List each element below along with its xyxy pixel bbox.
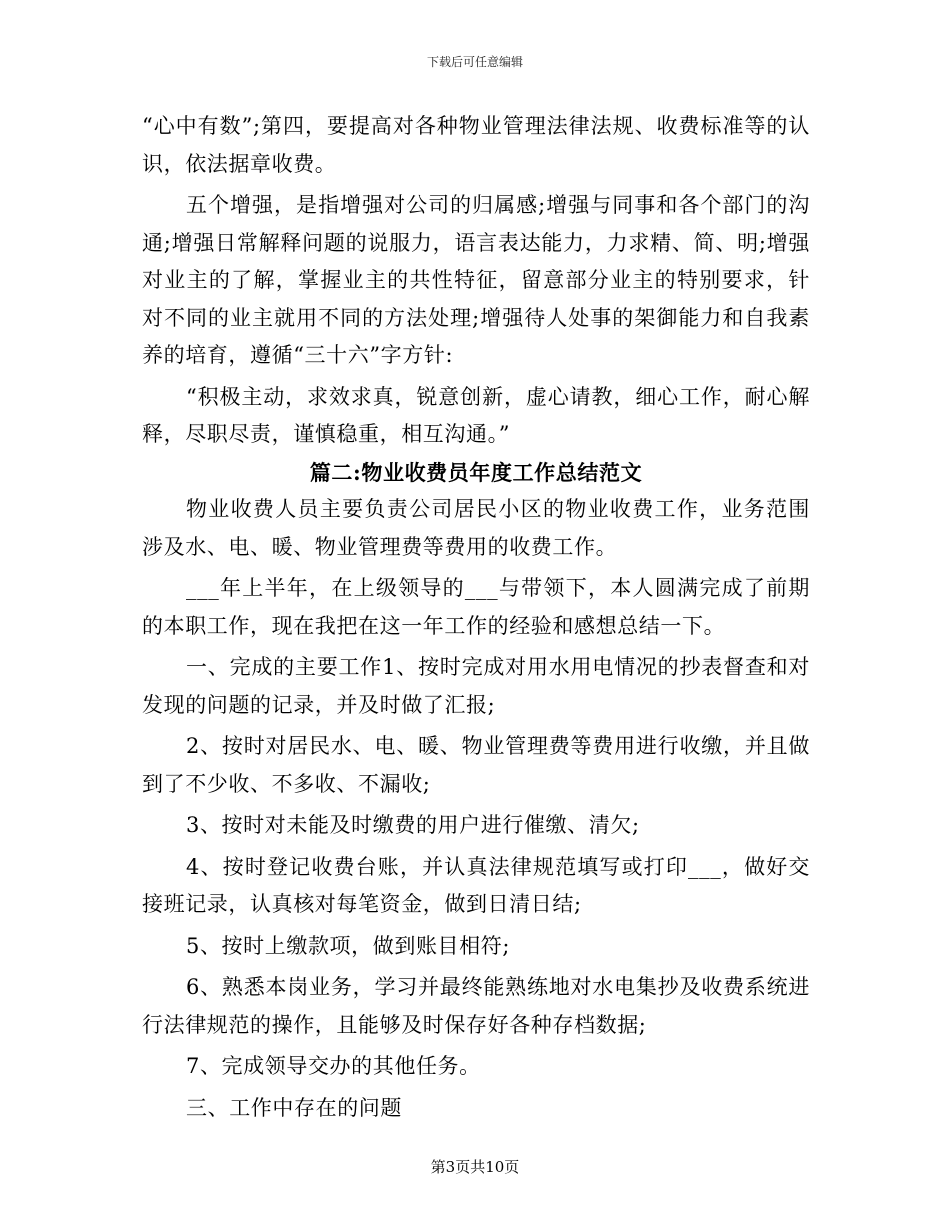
paragraph-8: 3、按时对未能及时缴费的用户进行催缴、清欠; — [186, 813, 640, 837]
section-heading: 篇二:物业收费员年度工作总结范文 — [309, 459, 643, 485]
paragraph-3: “积极主动，求效求真，锐意创新，虚心请教，细心工作，耐心解释，尽职尽责，谨慎稳重，相互沟通。” — [142, 384, 810, 446]
document-body — [142, 108, 810, 1127]
paragraph-9: 4、按时登记收费台账，并认真法律规范填写或打印___，做好交接班记录，认真核对每笔资金，做到日清日结; — [142, 854, 810, 916]
paragraph-11: 6、熟悉本岗业务，学习并最终能熟练地对水电集抄及收费系统进行法律规范的操作，且能够及时保存好各种存档数据; — [142, 975, 810, 1037]
paragraph-2: 五个增强，是指增强对公司的归属感;增强与同事和各个部门的沟通;增强日常解释问题的说服力，语言表达能力，力求精、简、明;增强对业主的了解，掌握业主的共性特征，留意部分业主的特别要求，针对不同的业主就用不同的方法处理;增强待人处事的架御能力和自我素养的培育，遵循“三十六”字方针: — [142, 193, 810, 367]
paragraph-5: ___年上半年，在上级领导的___与带领下，本人圆满完成了前期的本职工作，现在我把在这一年工作的经验和感想总结一下。 — [142, 576, 810, 638]
paragraph-12: 7、完成领导交办的其他任务。 — [186, 1054, 481, 1078]
paragraph-10: 5、按时上缴款项，做到账目相符; — [186, 933, 511, 958]
paragraph-13: 三、工作中存在的问题 — [186, 1095, 402, 1120]
paragraph-6: 一、完成的主要工作1、按时完成对用水用电情况的抄表督查和对发现的问题的记录，并及时做了汇报; — [142, 655, 810, 717]
paragraph-7: 2、按时对居民水、电、暖、物业管理费等费用进行收缴，并且做到了不少收、不多收、不漏收; — [142, 734, 810, 796]
page-header: 下载后可任意编辑 — [426, 55, 523, 69]
paragraph-1: “心中有数”;第四，要提高对各种物业管理法律法规、收费标准等的认识，依法据章收费。 — [142, 114, 810, 176]
page-footer: 第3页共10页 — [430, 1158, 520, 1176]
paragraph-4: 物业收费人员主要负责公司居民小区的物业收费工作，业务范围涉及水、电、暖、物业管理费等费用的收费工作。 — [142, 497, 810, 559]
